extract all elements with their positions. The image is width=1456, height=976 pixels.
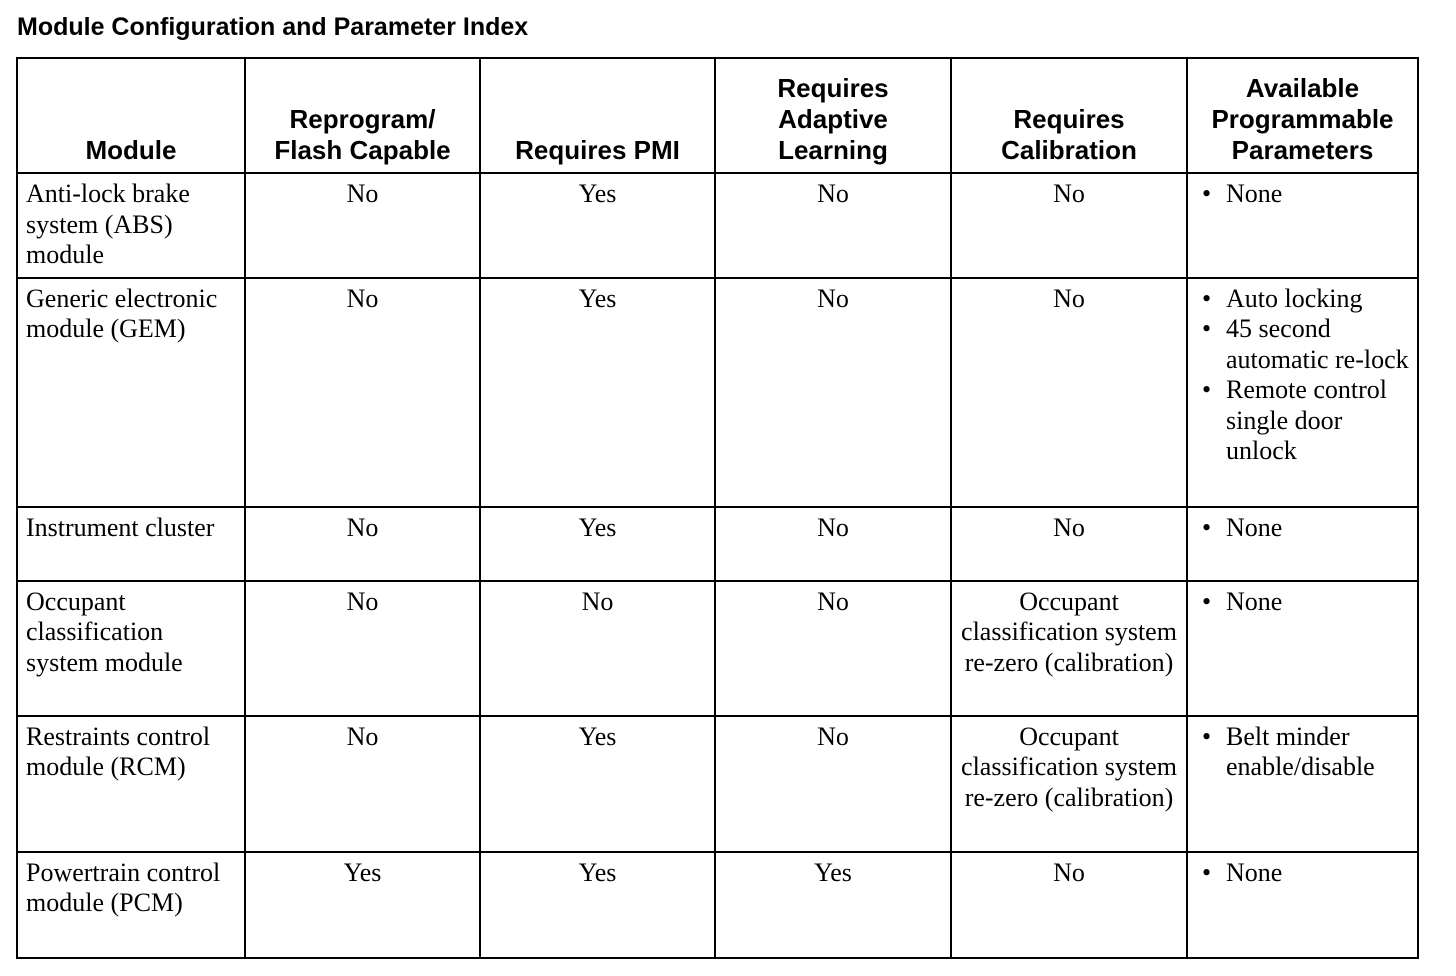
- adaptive-learning-cell: [715, 173, 951, 278]
- module-cell: [17, 278, 245, 507]
- reprogram-cell: [245, 507, 480, 581]
- header-label-line: Requires: [1013, 104, 1125, 134]
- header-label-line: Calibration: [1001, 135, 1137, 165]
- calibration-cell-text: No: [1053, 283, 1085, 313]
- adaptive-learning-cell-text: No: [817, 721, 849, 751]
- parameter-item: [1196, 284, 1409, 315]
- header-parameters: [1187, 58, 1418, 173]
- adaptive-learning-cell: [715, 278, 951, 507]
- parameter-item: [1196, 513, 1409, 544]
- bullet-icon: •: [1202, 179, 1212, 208]
- parameter-item: [1196, 858, 1409, 889]
- reprogram-cell-text: No: [346, 283, 379, 313]
- header-calibration: [951, 58, 1187, 173]
- header-module: [17, 58, 245, 173]
- parameter-item: [1196, 587, 1409, 618]
- calibration-cell: [951, 716, 1187, 852]
- table-row: [17, 581, 1418, 716]
- reprogram-cell-text: Yes: [343, 857, 382, 887]
- module-cell-text: Restraints control module (RCM): [26, 721, 211, 781]
- adaptive-learning-cell: [715, 507, 951, 581]
- reprogram-cell-text: No: [346, 586, 379, 616]
- module-cell: [17, 716, 245, 852]
- adaptive-learning-cell-text: No: [817, 586, 849, 616]
- module-cell-text: Generic electronic module (GEM): [26, 283, 218, 343]
- adaptive-learning-cell: [715, 716, 951, 852]
- table-body: [17, 173, 1418, 958]
- header-label-line: Learning: [778, 135, 888, 165]
- reprogram-cell-text: No: [346, 512, 379, 542]
- header-label-line: Parameters: [1231, 135, 1374, 165]
- bullet-icon: •: [1202, 512, 1212, 542]
- module-cell: [17, 852, 245, 958]
- module-cell-text: Anti-lock brake system (ABS) module: [26, 179, 190, 269]
- calibration-cell-text: No: [1053, 512, 1085, 542]
- header-requires-pmi: [480, 58, 715, 173]
- module-cell: [17, 173, 245, 278]
- parameter-list: [1196, 587, 1409, 618]
- parameter-text: None: [1226, 512, 1283, 542]
- parameter-item: [1196, 375, 1409, 467]
- adaptive-learning-cell-text: No: [817, 179, 849, 208]
- parameters-cell: [1187, 173, 1418, 278]
- module-cell-text: Instrument cluster: [26, 512, 215, 542]
- calibration-cell: [951, 173, 1187, 278]
- reprogram-cell: [245, 278, 480, 507]
- header-label-line: Available: [1245, 73, 1360, 103]
- module-cell-text: Powertrain control module (PCM): [26, 857, 221, 917]
- calibration-cell-text: Occupant classification system re-zero (calibration): [961, 721, 1177, 812]
- parameter-text: Remote control single door unlock: [1226, 375, 1388, 465]
- parameter-item: [1196, 179, 1409, 210]
- requires-pmi-cell: [480, 278, 715, 507]
- bullet-icon: •: [1202, 283, 1212, 313]
- calibration-cell: [951, 581, 1187, 716]
- reprogram-cell: [245, 173, 480, 278]
- module-cell: [17, 507, 245, 581]
- parameter-text: None: [1226, 586, 1283, 616]
- requires-pmi-cell-text: Yes: [578, 512, 617, 542]
- reprogram-cell-text: No: [346, 179, 379, 208]
- bullet-icon: •: [1202, 857, 1212, 887]
- requires-pmi-cell: [480, 852, 715, 958]
- bullet-icon: •: [1202, 314, 1212, 343]
- requires-pmi-cell: [480, 173, 715, 278]
- adaptive-learning-cell: [715, 581, 951, 716]
- table-row: [17, 278, 1418, 507]
- requires-pmi-cell-text: Yes: [578, 179, 617, 208]
- parameters-cell: [1187, 507, 1418, 581]
- calibration-cell-text: Occupant classification system re-zero (calibration): [961, 586, 1177, 677]
- parameter-list: [1196, 284, 1409, 467]
- reprogram-cell-text: No: [346, 721, 379, 751]
- adaptive-learning-cell-text: Yes: [814, 857, 852, 887]
- parameter-list: [1196, 179, 1409, 210]
- header-label-line: Reprogram/: [289, 104, 436, 134]
- adaptive-learning-cell-text: No: [817, 512, 849, 542]
- table-header: [17, 58, 1418, 173]
- parameters-cell: [1187, 278, 1418, 507]
- requires-pmi-cell-text: No: [581, 586, 614, 616]
- calibration-cell: [951, 507, 1187, 581]
- requires-pmi-cell-text: Yes: [578, 721, 617, 751]
- bullet-icon: •: [1202, 375, 1212, 404]
- module-cell: [17, 581, 245, 716]
- header-adaptive-learning: [715, 58, 951, 173]
- calibration-cell: [951, 852, 1187, 958]
- requires-pmi-cell: [480, 581, 715, 716]
- parameter-text: None: [1226, 857, 1283, 887]
- parameters-cell: [1187, 716, 1418, 852]
- header-label-line: Adaptive: [778, 104, 888, 134]
- reprogram-cell: [245, 716, 480, 852]
- calibration-cell-text: No: [1053, 857, 1085, 887]
- table-row: [17, 716, 1418, 852]
- requires-pmi-cell: [480, 716, 715, 852]
- parameter-list: [1196, 513, 1409, 544]
- header-label-line: Module: [85, 135, 177, 165]
- parameter-item: [1196, 314, 1409, 375]
- parameter-text: None: [1226, 179, 1283, 208]
- header-label-line: Flash Capable: [274, 135, 451, 165]
- parameter-list: [1196, 722, 1409, 783]
- parameters-cell: [1187, 581, 1418, 716]
- parameter-table: [16, 57, 1419, 959]
- header-label-line: Requires: [777, 73, 889, 103]
- reprogram-cell: [245, 581, 480, 716]
- parameters-cell: [1187, 852, 1418, 958]
- requires-pmi-cell-text: Yes: [578, 857, 617, 887]
- reprogram-cell: [245, 852, 480, 958]
- requires-pmi-cell: [480, 507, 715, 581]
- module-cell-text: Occupant classification system module: [26, 586, 183, 677]
- parameter-list: [1196, 858, 1409, 889]
- parameter-text: Belt minder enable/disable: [1226, 721, 1375, 781]
- adaptive-learning-cell-text: No: [817, 283, 849, 313]
- table-row: [17, 852, 1418, 958]
- page-title: Module Configuration and Parameter Index: [17, 13, 529, 41]
- header-row: [17, 58, 1418, 173]
- header-label-line: Requires PMI: [515, 135, 680, 165]
- header-label-line: Programmable: [1211, 104, 1394, 134]
- table-row: [17, 173, 1418, 278]
- bullet-icon: •: [1202, 721, 1212, 751]
- header-reprogram: [245, 58, 480, 173]
- table-row: [17, 507, 1418, 581]
- parameter-text: 45 second automatic re-lock: [1226, 314, 1409, 374]
- parameter-item: [1196, 722, 1409, 783]
- requires-pmi-cell-text: Yes: [578, 283, 617, 313]
- parameter-text: Auto locking: [1226, 283, 1363, 313]
- adaptive-learning-cell: [715, 852, 951, 958]
- bullet-icon: •: [1202, 586, 1212, 616]
- calibration-cell: [951, 278, 1187, 507]
- calibration-cell-text: No: [1053, 179, 1085, 208]
